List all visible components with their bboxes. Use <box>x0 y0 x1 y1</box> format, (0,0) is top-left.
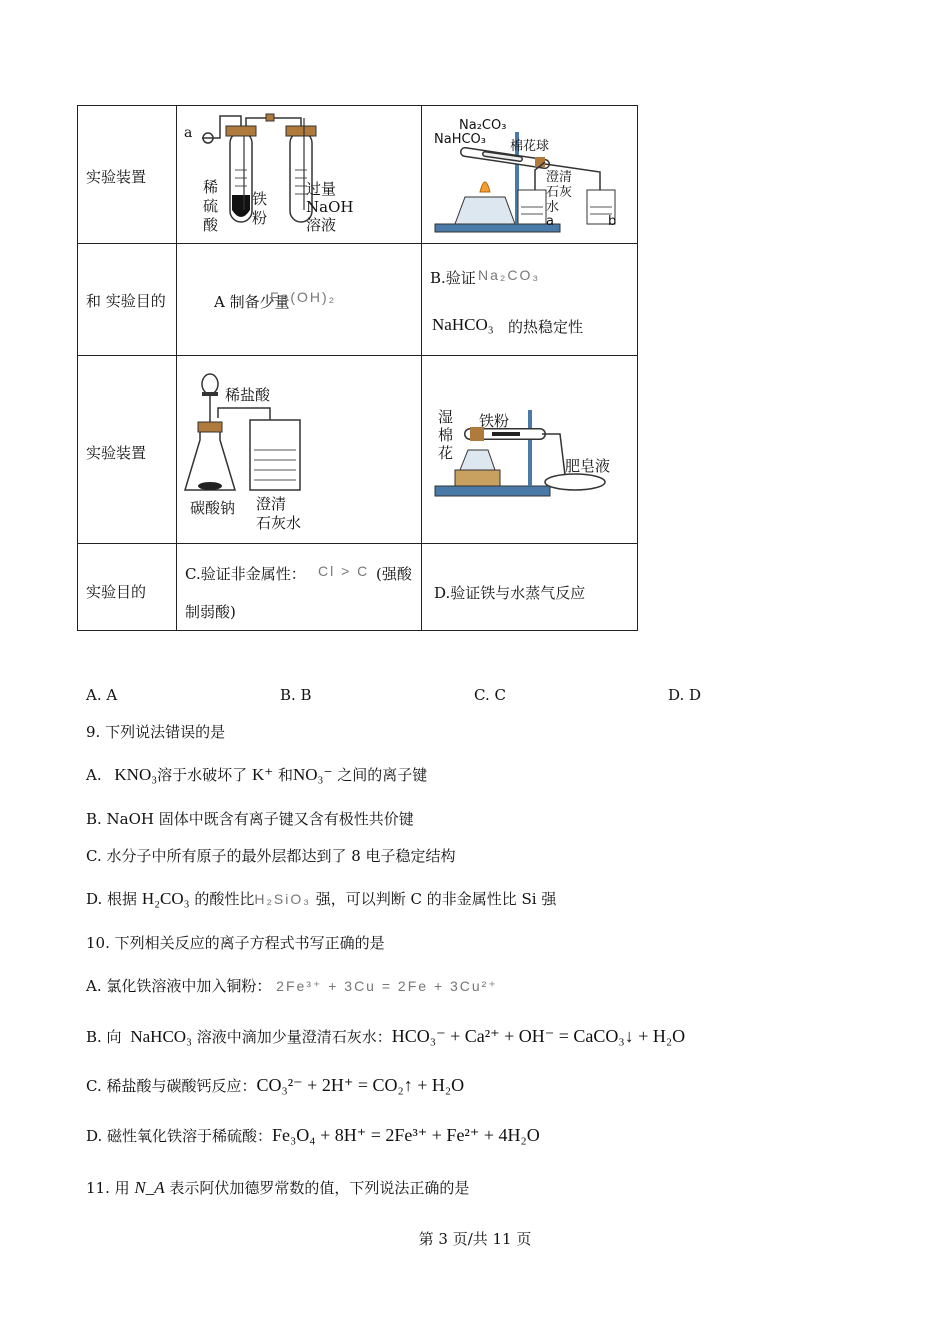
beaker-b-label: b <box>608 214 617 229</box>
q10-b-text1: B. 向 <box>86 1028 122 1046</box>
q10-d-text: D. 磁性氧化铁溶于稀硫酸： <box>86 1127 273 1145</box>
q9-d-prefix: D. 根据 <box>86 890 138 908</box>
q10-d-equation: Fe₃O₄ + 8H⁺ = 2Fe³⁺ + Fe²⁺ + 4H₂O <box>272 1125 540 1145</box>
q10-nahco3-formula: NaHCO₃ <box>130 1027 192 1046</box>
no3-ion-formula: NO₃⁻ <box>293 765 333 784</box>
q8-option-b[interactable]: B. B <box>280 686 312 704</box>
option-a-purpose: A 制备少量 <box>214 293 290 311</box>
q8-option-a[interactable]: A. A <box>86 686 118 704</box>
q8-option-c[interactable]: C. C <box>474 686 506 704</box>
wet-cotton-label: 湿 棉 花 <box>438 408 454 462</box>
row1-header: 实验装置 <box>86 168 147 186</box>
q10-a-text: A. 氯化铁溶液中加入铜粉： <box>86 977 272 995</box>
q10-stem: 10. 下列相关反应的离子方程式书写正确的是 <box>86 934 385 952</box>
valve-a-label: a <box>184 125 193 141</box>
q9-d-text2: 强，可以判断 C 的非金属性比 Si 强 <box>315 890 557 908</box>
q9-option-b[interactable]: B. NaOH 固体中既含有离子键又含有极性共价键 <box>86 810 414 828</box>
h2co3-formula: H₂CO₃ <box>141 889 190 908</box>
fe-oh-2-formula: Fe(OH)₂ <box>270 289 337 305</box>
q10-c-text: C. 稀盐酸与碳酸钙反应： <box>86 1077 257 1095</box>
q9-a-text3: 之间的离子键 <box>337 766 428 784</box>
cotton-ball-label: 棉花球 <box>510 139 550 154</box>
q10-option-c[interactable] <box>86 1074 464 1097</box>
q10-a-equation: 2Fe³⁺ + 3Cu = 2Fe + 3Cu²⁺ <box>276 978 498 994</box>
q10-option-d[interactable] <box>86 1124 540 1147</box>
q11-text: 表示阿伏加德罗常数的值，下列说法正确的是 <box>169 1179 470 1197</box>
q11-prefix: 11. 用 <box>86 1179 130 1197</box>
iron-powder-label: 铁 粉 <box>252 190 268 227</box>
q9-d-text1: 的酸性比 <box>194 890 255 908</box>
dilute-sulfuric-acid-label: 稀 硫 酸 <box>203 178 219 234</box>
q9-a-prefix: A. <box>86 766 102 784</box>
q9-a-text1: 溶于水破坏了 <box>157 766 248 784</box>
iron-powder-d-label: 铁粉 <box>479 412 510 430</box>
na2co3-tube-label: Na₂CO₃ <box>459 118 507 133</box>
h2sio3-formula: H₂SiO₃ <box>254 891 311 907</box>
row4-header: 实验目的 <box>86 583 147 601</box>
limewater-label: 澄清 石灰 水 <box>546 170 573 215</box>
cl-gt-c-formula: Cl > C <box>318 563 370 579</box>
option-d-purpose: D.验证铁与水蒸气反应 <box>434 584 586 602</box>
q9-option-d[interactable] <box>86 888 556 910</box>
apparatus-d-figure <box>430 400 630 505</box>
sodium-carbonate-label: 碳酸钠 <box>190 499 236 517</box>
clear-limewater-label: 澄清 石灰水 <box>256 495 302 532</box>
row3-header: 实验装置 <box>86 444 147 462</box>
q9-option-c[interactable]: C. 水分子中所有原子的最外层都达到了 8 电子稳定结构 <box>86 847 456 865</box>
q9-stem: 9. 下列说法错误的是 <box>86 723 226 741</box>
na2co3-formula: Na₂CO₃ <box>478 267 541 283</box>
nahco3-formula: NaHCO₃ <box>432 315 494 334</box>
k-ion-formula: K⁺ <box>251 765 274 784</box>
option-c-purpose: C.验证非金属性： <box>185 565 306 583</box>
q10-c-equation: CO₃²⁻ + 2H⁺ = CO₂↑ + H₂O <box>256 1075 465 1095</box>
excess-naoh-label: 过量 NaOH 溶液 <box>306 180 354 234</box>
question-11 <box>86 1177 469 1199</box>
avogadro-symbol: N_A <box>134 1178 165 1197</box>
nahco3-tube-label: NaHCO₃ <box>434 132 486 147</box>
kno3-formula: KNO₃ <box>114 765 158 784</box>
option-c-weak-acid: 制弱酸) <box>185 603 236 621</box>
beaker-a-label: a <box>546 214 554 229</box>
q9-a-text2: 和 <box>277 766 293 784</box>
page-footer: 第 3 页/共 11 页 <box>418 1230 532 1248</box>
option-b-thermal-stability: 的热稳定性 <box>508 318 584 336</box>
q10-b-equation: HCO₃⁻ + Ca²⁺ + OH⁻ = CaCO₃↓ + H₂O <box>391 1026 686 1046</box>
q10-b-text2: 溶液中滴加少量澄清石灰水： <box>196 1028 392 1046</box>
row2-header: 和 实验目的 <box>86 292 166 310</box>
q10-option-a[interactable] <box>86 975 498 997</box>
dilute-hcl-label: 稀盐酸 <box>225 386 271 404</box>
q8-option-d[interactable]: D. D <box>668 686 702 704</box>
option-b-verify-label: B.验证 <box>430 269 476 287</box>
option-c-strong-acid: (强酸 <box>376 565 412 583</box>
q9-option-a[interactable] <box>86 764 427 786</box>
soap-solution-label: 肥皂液 <box>565 457 611 475</box>
q10-option-b[interactable] <box>86 1025 685 1048</box>
